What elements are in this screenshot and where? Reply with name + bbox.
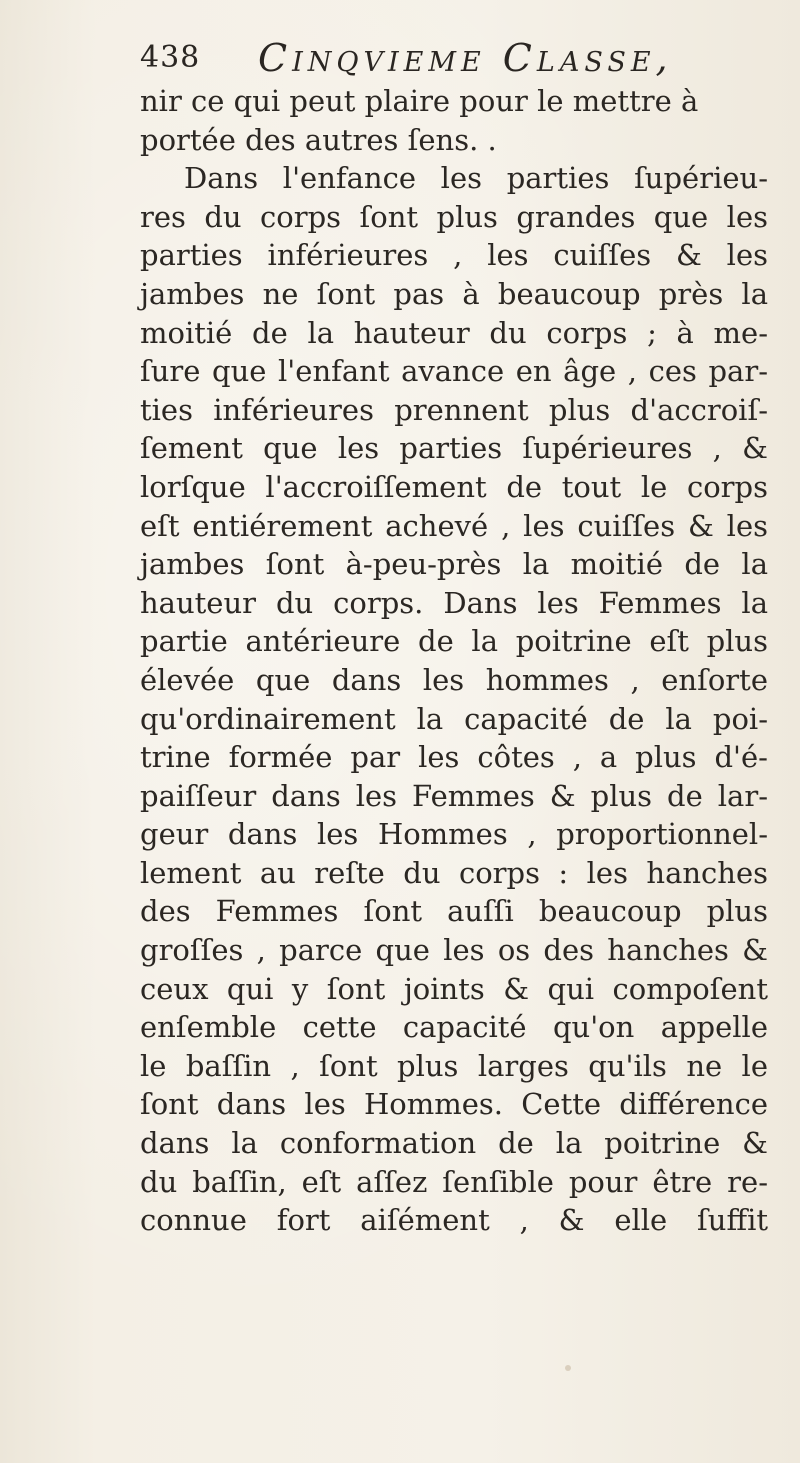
body-text bbox=[140, 82, 768, 1240]
text-line: moitié de la hauteur du corps ; à me- bbox=[140, 315, 768, 350]
text-line: ſont dans les Hommes. Cette différence bbox=[140, 1087, 768, 1122]
text-line: groſſes , parce que les os des hanches & bbox=[140, 933, 768, 968]
text-line: portée des autres ſens. . bbox=[140, 122, 497, 157]
text-line: res du corps ſont plus grandes que les bbox=[140, 199, 768, 234]
text-line: paiſſeur dans les Femmes & plus de lar- bbox=[140, 778, 768, 813]
text-line: qu'ordinairement la capacité de la poi- bbox=[140, 701, 768, 736]
text-line: trine formée par les côtes , a plus d'é- bbox=[140, 740, 768, 775]
text-line: enſemble cette capacité qu'on appelle bbox=[140, 1010, 768, 1045]
text-line: ties inférieures prennent plus d'accroiſ- bbox=[140, 392, 768, 427]
paper-stain bbox=[565, 1365, 571, 1371]
text-line: parties inférieures , les cuiſſes & les bbox=[140, 238, 768, 273]
text-line: ſure que l'enfant avance en âge , ces par- bbox=[140, 354, 768, 389]
text-line: eſt entiérement achevé , les cuiſſes & les bbox=[140, 508, 768, 543]
running-title: Cinqvieme Classe, bbox=[258, 36, 673, 80]
text-line: lement au reſte du corps : les hanches bbox=[140, 855, 768, 890]
text-line: jambes ne ſont pas à beaucoup près la bbox=[140, 276, 768, 311]
text-line: geur dans les Hommes , proportionnel- bbox=[140, 817, 768, 852]
text-line: partie antérieure de la poitrine eſt plus bbox=[140, 624, 768, 659]
text-line: dans la conformation de la poitrine & bbox=[140, 1126, 768, 1161]
text-line: jambes ſont à-peu-près la moitié de la bbox=[140, 547, 768, 582]
page-number: 438 bbox=[140, 40, 201, 75]
text-line: du baſſin, eſt aſſez ſenſible pour être re- bbox=[140, 1164, 768, 1199]
text-line: ceux qui y ſont joints & qui compoſent bbox=[140, 971, 768, 1006]
text-line: nir ce qui peut plaire pour le mettre à bbox=[140, 84, 699, 118]
text-line: le baſſin , ſont plus larges qu'ils ne le bbox=[140, 1048, 768, 1083]
text-line: hauteur du corps. Dans les Femmes la bbox=[140, 585, 768, 620]
text-line: ſement que les parties ſupérieures , & bbox=[140, 431, 768, 466]
paragraph-start-line: Dans l'enfance les parties ſupérieu- bbox=[184, 161, 768, 196]
text-line: élevée que dans les hommes , enſorte bbox=[140, 662, 768, 697]
text-line: lorſque l'accroiſſement de tout le corps bbox=[140, 469, 768, 504]
text-line: connue fort aiſément , & elle ſuffit bbox=[140, 1203, 768, 1238]
text-line: des Femmes ſont auſſi beaucoup plus bbox=[140, 894, 768, 929]
